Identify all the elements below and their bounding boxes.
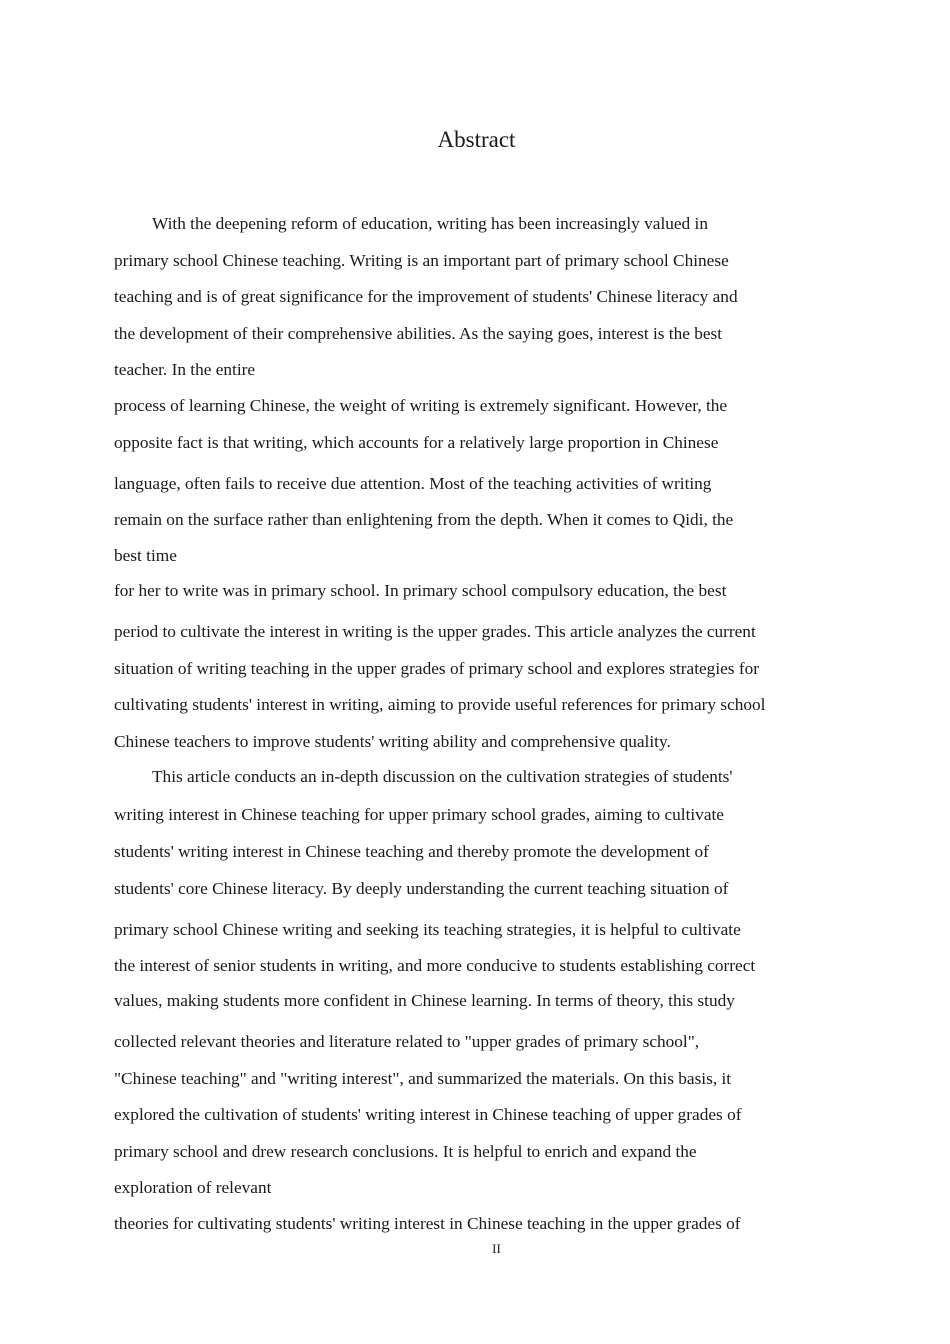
body-line: teacher. In the entire [114,360,256,379]
body-line: explored the cultivation of students' writing interest in Chinese teaching of upper grades of [114,1105,742,1124]
body-line: the interest of senior students in writing, and more conducive to students establishing correct [114,956,756,975]
abstract-title: Abstract [437,127,516,152]
body-line: primary school Chinese writing and seeking its teaching strategies, it is helpful to cultivate [114,920,741,939]
body-line: primary school Chinese teaching. Writing is an important part of primary school Chinese [114,251,729,270]
body-line: remain on the surface rather than enlightening from the depth. When it comes to Qidi, the [114,510,734,529]
body-line: theories for cultivating students' writing interest in Chinese teaching in the upper grades of [114,1214,741,1233]
body-line: language, often fails to receive due attention. Most of the teaching activities of writing [114,474,712,493]
body-line: writing interest in Chinese teaching for upper primary school grades, aiming to cultivate [114,805,724,824]
body-line: With the deepening reform of education, writing has been increasingly valued in [152,214,708,233]
body-line: best time [114,546,177,565]
page-number: II [492,1241,501,1256]
body-line: values, making students more confident in Chinese learning. In terms of theory, this study [114,991,735,1010]
body-line: situation of writing teaching in the upper grades of primary school and explores strategies for [114,659,759,678]
body-line: opposite fact is that writing, which accounts for a relatively large proportion in Chinese [114,433,719,452]
body-line: period to cultivate the interest in writing is the upper grades. This article analyzes the current [114,622,756,641]
body-line: teaching and is of great significance for the improvement of students' Chinese literacy and [114,287,738,306]
body-line: students' core Chinese literacy. By deeply understanding the current teaching situation of [114,879,729,898]
body-line: cultivating students' interest in writing, aiming to provide useful references for primary school [114,695,766,714]
body-line: Chinese teachers to improve students' writing ability and comprehensive quality. [114,732,671,751]
body-line: for her to write was in primary school. In primary school compulsory education, the best [114,581,727,600]
body-line: process of learning Chinese, the weight of writing is extremely significant. However, the [114,396,728,415]
body-line: exploration of relevant [114,1178,272,1197]
body-line: primary school and drew research conclusions. It is helpful to enrich and expand the [114,1142,697,1161]
body-line: This article conducts an in-depth discussion on the cultivation strategies of students' [152,767,733,786]
body-line: collected relevant theories and literature related to "upper grades of primary school", [114,1032,700,1051]
body-line: students' writing interest in Chinese teaching and thereby promote the development of [114,842,709,861]
body-line: "Chinese teaching" and "writing interest", and summarized the materials. On this basis, it [114,1069,732,1088]
body-line: the development of their comprehensive abilities. As the saying goes, interest is the best [114,324,723,343]
